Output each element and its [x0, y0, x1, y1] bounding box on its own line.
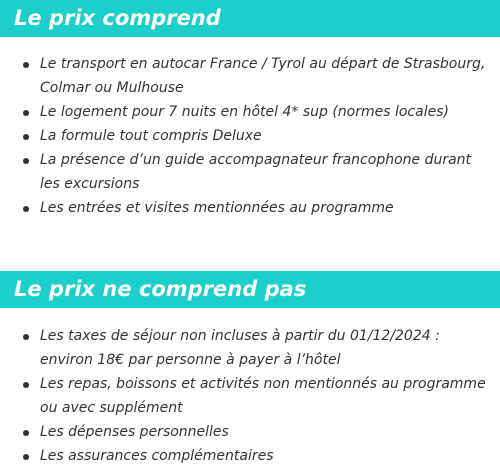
- list-item-text: Les entrées et visites mentionnées au programme: [40, 200, 394, 216]
- list-item-text: La présence d’un guide accompagnateur francophone durant les excursions: [40, 152, 472, 192]
- section-title-excludes: Le prix ne comprend pas: [0, 271, 500, 308]
- bullet-icon: [23, 206, 29, 212]
- section-title-includes: Le prix comprend: [0, 0, 500, 37]
- list-item: [0, 148, 500, 196]
- list-item-text: Les dépenses personnelles: [40, 424, 229, 440]
- list-item-text: Les repas, boissons et activités non mentionnés au programme ou avec supplément: [40, 376, 486, 416]
- list-item: [0, 420, 500, 444]
- list-item: [0, 100, 500, 124]
- bullet-icon: [23, 454, 29, 460]
- bullet-icon: [23, 110, 29, 116]
- list-item-text: Le transport en autocar France / Tyrol au départ de Strasbourg, Colmar ou Mulhouse: [40, 56, 486, 96]
- list-item: [0, 124, 500, 148]
- list-item: [0, 324, 500, 372]
- list-item: [0, 196, 500, 220]
- includes-list: [0, 52, 500, 220]
- list-item-text: La formule tout compris Deluxe: [40, 128, 262, 144]
- excludes-list: [0, 324, 500, 468]
- list-item-text: Les taxes de séjour non incluses à partir du 01/12/2024 : environ 18€ par personne à payer à l’hôtel: [40, 328, 440, 368]
- bullet-icon: [23, 334, 29, 340]
- bullet-icon: [23, 430, 29, 436]
- bullet-icon: [23, 158, 29, 164]
- bullet-icon: [23, 382, 29, 388]
- list-item: [0, 444, 500, 468]
- bullet-icon: [23, 62, 29, 68]
- list-item-text: Les assurances complémentaires: [40, 448, 274, 464]
- bullet-icon: [23, 134, 29, 140]
- list-item: [0, 52, 500, 100]
- list-item-text: Le logement pour 7 nuits en hôtel 4* sup (normes locales): [40, 104, 449, 120]
- list-item: [0, 372, 500, 420]
